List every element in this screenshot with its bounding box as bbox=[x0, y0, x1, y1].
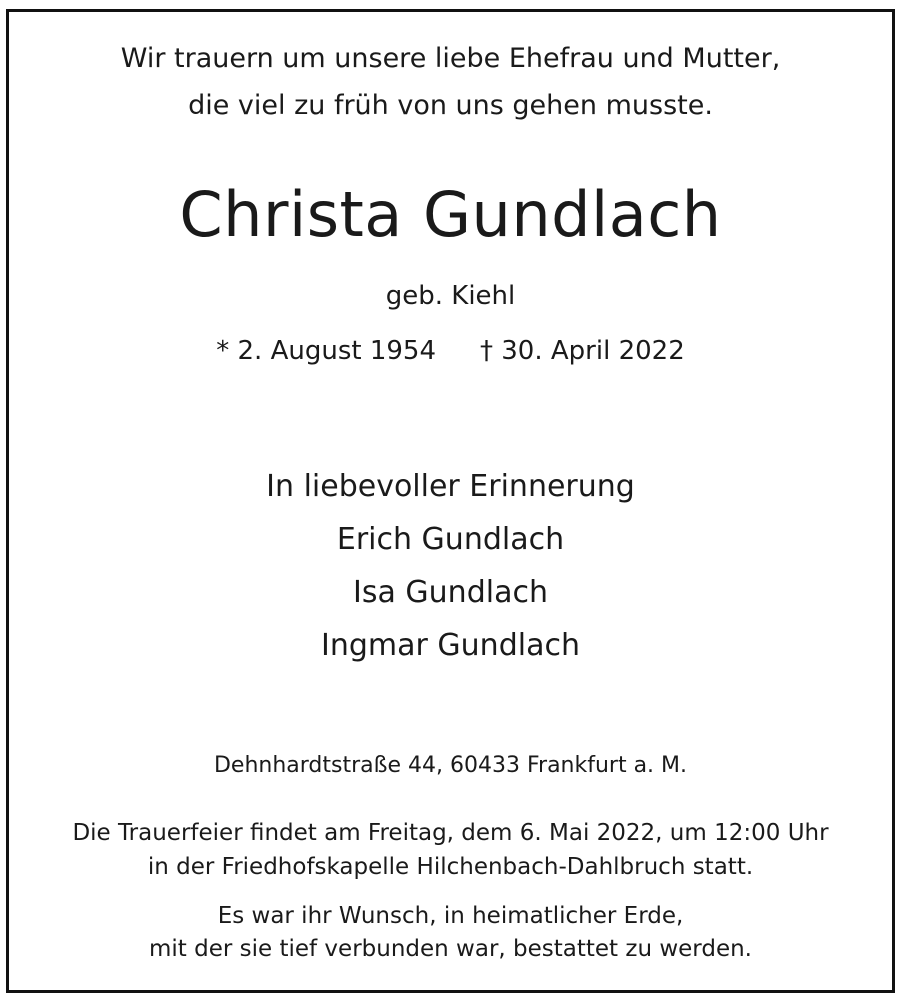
mourner-name: Ingmar Gundlach bbox=[321, 628, 580, 663]
mourner-name: Erich Gundlach bbox=[336, 522, 565, 557]
wish-line-2: mit der sie tief verbunden war, bestattet zu werden. bbox=[148, 936, 752, 962]
obituary-frame bbox=[6, 9, 895, 993]
family-address: Dehnhardtstraße 44, 60433 Frankfurt a. M. bbox=[213, 753, 688, 778]
ceremony-line-2: in der Friedhofskapelle Hilchenbach-Dahlbruch statt. bbox=[147, 854, 754, 880]
intro-line-2: die viel zu früh von uns gehen musste. bbox=[188, 90, 713, 121]
mourner-name: Isa Gundlach bbox=[353, 575, 548, 610]
intro-line-1: Wir trauern um unsere liebe Ehefrau und Mutter, bbox=[120, 43, 781, 74]
ceremony-line-1: Die Trauerfeier findet am Freitag, dem 6. Mai 2022, um 12:00 Uhr bbox=[72, 820, 829, 846]
death-date: † 30. April 2022 bbox=[480, 336, 685, 366]
mourners-heading: In liebevoller Erinnerung bbox=[266, 469, 635, 504]
birth-name: geb. Kiehl bbox=[385, 281, 516, 311]
wish-line-1: Es war ihr Wunsch, in heimatlicher Erde, bbox=[217, 903, 684, 929]
life-dates bbox=[9, 338, 892, 364]
deceased-name: Christa Gundlach bbox=[179, 178, 722, 251]
birth-date: * 2. August 1954 bbox=[216, 336, 436, 366]
